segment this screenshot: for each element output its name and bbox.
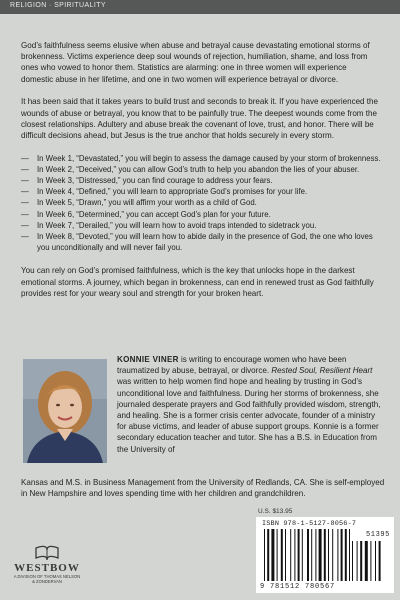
week-item xyxy=(21,164,381,175)
list-dash: — xyxy=(21,198,29,208)
author-bio-continued: Kansas and M.S. in Business Management from the University of Redlands, CA. She is self-employed in New Hampshire and loves spending time with her children and grandchildren. xyxy=(21,478,385,499)
barcode xyxy=(256,517,394,593)
week-item xyxy=(21,175,381,186)
intro-paragraph-1: God’s faithfulness seems elusive when abuse and betrayal cause devastating emotional storms of brokenness. Victims experience deep soul wounds of rejection, humiliation, shame, and loss from ones who vowed to honor them. Statistics are alarming: one in three women will experience domestic abuse in her lifetime, and one in two women will experience betrayal or divorce. xyxy=(21,41,370,84)
barcode-bars xyxy=(256,517,394,593)
author-bio xyxy=(117,354,385,455)
publisher-name: WESTBOW xyxy=(14,562,80,574)
top-bar xyxy=(0,0,400,14)
author-name: KONNIE VINER xyxy=(117,355,179,364)
week-item xyxy=(21,186,381,197)
publisher-tagline: A DIVISION OF THOMAS NELSON & ZONDERVAN xyxy=(13,574,81,584)
weeks-list xyxy=(21,153,381,254)
isbn-label: ISBN 978-1-5127-8056-7 xyxy=(262,520,357,528)
week-item xyxy=(21,209,381,220)
closing-paragraph: You can rely on God’s promised faithfulness, which is the key that unlocks hope in the darkest emotional storms. A journey, which began in brokenness, can end in renewed trust as God faithfully provides rest for your weary soul and strength for your broken heart. xyxy=(21,266,374,298)
list-dash: — xyxy=(21,176,29,186)
book-logo-icon xyxy=(34,542,60,562)
week-item xyxy=(21,220,381,231)
author-bio-text: is writing to encourage women who have been traumatized by abuse, betrayal, or divorce. xyxy=(117,355,347,376)
week-item xyxy=(21,197,381,208)
week-item xyxy=(21,231,381,253)
week-item xyxy=(21,153,381,164)
week-text: In Week 5, “Drawn,” you will affirm your worth as a child of God. xyxy=(37,198,257,208)
barcode-addon-number: 51395 xyxy=(365,531,390,539)
publisher-logo xyxy=(12,542,82,584)
list-dash: — xyxy=(21,209,29,219)
list-dash: — xyxy=(21,153,29,163)
week-text: In Week 6, “Determined,” you can accept God’s plan for your future. xyxy=(37,209,271,219)
list-dash: — xyxy=(21,164,29,174)
price-label: U.S. $13.95 xyxy=(258,508,293,515)
week-text: In Week 8, “Devoted,” you will learn how to abide daily in the presence of God, the one who loves you unconditionally and will never fail you. xyxy=(37,232,373,253)
list-dash: — xyxy=(21,187,29,197)
week-text: In Week 4, “Defined,” you will learn to appropriate God’s promises for your life. xyxy=(37,187,308,197)
intro-paragraph-2: It has been said that it takes years to build trust and seconds to break it. If you have experienced the wounds of abuse or betrayal, you know that to be painfully true. The deepest wounds come from the closest relationships. Adultery and abuse break the covenant of love, trust, and honor. There will be difficult decisions ahead, but Jesus is the true anchor that holds securely in every storm. xyxy=(21,97,378,140)
week-text: In Week 3, “Distressed,” you can find courage to address your fears. xyxy=(37,176,273,186)
week-text: In Week 1, “Devastated,” you will begin to assess the damage caused by your storm of brokenness. xyxy=(37,153,381,163)
barcode-number: 9 781512 780567 xyxy=(260,583,336,591)
author-photo xyxy=(23,359,107,463)
week-text: In Week 2, “Deceived,” you can allow God’s truth to help you abandon the lies of your abuser. xyxy=(37,164,360,174)
category-label: RELIGION · SPIRITUALITY xyxy=(10,2,106,9)
author-portrait xyxy=(23,359,107,463)
author-bio-text: was written to help women find hope and healing by trusting in God’s unconditional love and faithfulness. During her storms of brokenness, she journaled desperate prayers and God faithfully provided wisdom, strength, and healing. She is a former crisis center advocate, founder of a ministry for abuse victims, and leader of abuse support groups. Konnie is a former secondary education teacher and tutor. She has a B.S. in Education from the University of xyxy=(117,377,381,454)
list-dash: — xyxy=(21,220,29,230)
list-dash: — xyxy=(21,232,29,242)
back-cover-copy xyxy=(21,40,381,311)
week-text: In Week 7, “Derailed,” you will learn how to avoid traps intended to sidetrack you. xyxy=(37,220,317,230)
book-title: Rested Soul, Resilient Heart xyxy=(271,366,373,376)
